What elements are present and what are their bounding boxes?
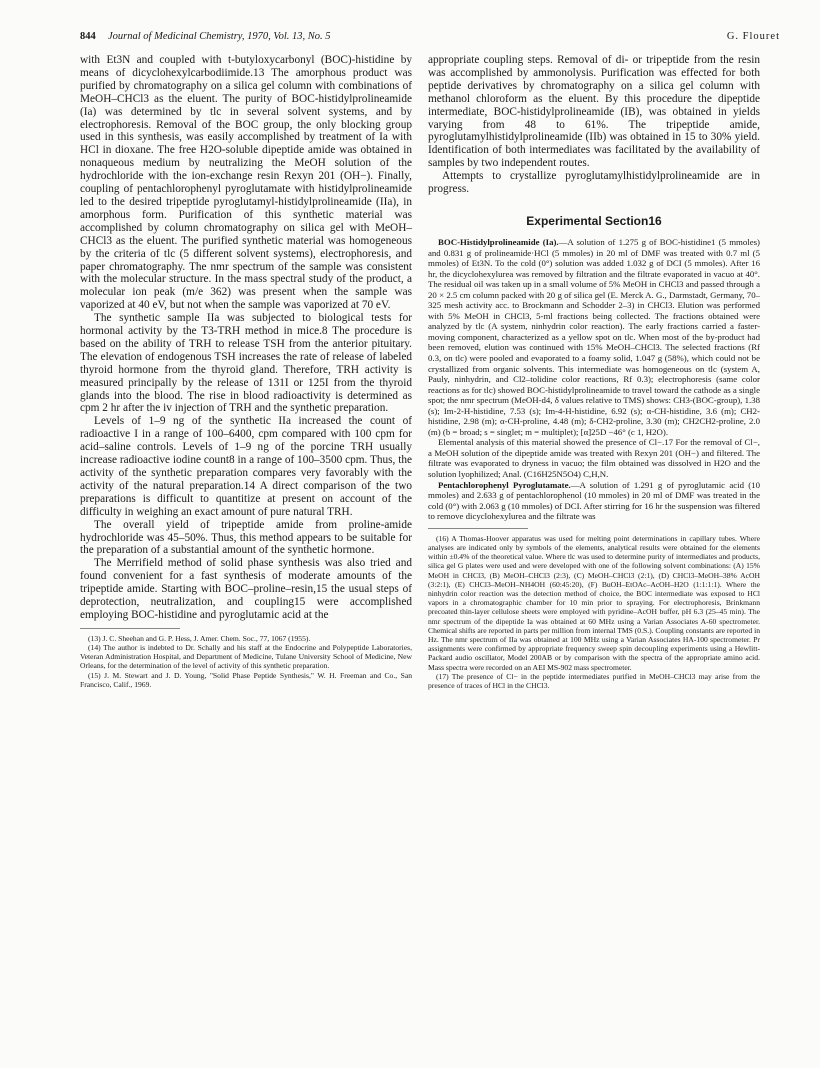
running-author: G. Flouret [726,31,780,42]
paragraph: Attempts to crystallize pyroglutamylhistidylprolineamide are in progress. [428,170,760,196]
experimental-paragraph [428,237,760,437]
footnote-17: (17) The presence of Cl− in the peptide intermediates purified in MeOH–CHCl3 may arise from the presence of traces of HCl in the CHCl3. [428,671,760,690]
paragraph: with Et3N and coupled with t-butyloxycarbonyl (BOC)-histidine by means of dicyclohexylcarbodiimide.13 The amorphous product was purified by chromatography on a silica gel column with combinations of MeOH–CHCl3 as the eluent. The purity of BOC-histidylprolineamide (Ia) was determined by tlc in several solvent systems, and by electrophoresis. Removal of the BOC group, the only blocking group used in this synthesis, was easily accomplished by treatment of Ia with HCl in dioxane. The free H2O-soluble dipeptide amide was obtained in nonaqueous medium by neutralizing the MeOH solution of the hydrochloride with the ion-exchange resin Rexyn 201 (OH−). Finally, coupling of pentachlorophenyl pyroglutamate with histidylprolineamide led to the desired tripeptide pyroglutamyl-histidylprolineamide (IIa), in amorphous form. Purification of this synthetic material was accomplished by column chromatography on silica gel with MeOH–CHCl3 as the eluent. The purified synthetic material was homogeneous by the criteria of tlc (5 different solvent systems), electrophoresis, and paper chromatography. The nmr spectrum of the sample was consistent with the molecular structure. In the mass spectral study of the product, a molecular ion peak (m/e 362) was present when the sample was vaporized at 40 eV, but not when the sample was vaporized at 70 eV. [80,54,412,312]
section-heading: Experimental Section16 [526,213,662,228]
compound-heading: Pentachlorophenyl Pyroglutamate. [438,479,571,490]
experimental-text: —A solution of 1.275 g of BOC-histidine1 (5 mmoles) and 0.831 g of prolineamide·HCl (5 mmoles) in 20 ml of DMF was treated with 0.7 ml (5 mmoles) of Et3N. To the cold (0°) solution was added 1.032 g of DCI (5 mmoles). After 16 hr, the dicyclohexylurea was removed by filtration and the filtrate evaporated in vacuo at 40°. The residual oil was taken up in a small volume of 5% MeOH in CHCl3 and passed through a 20 × 2.5 cm column packed with 20 g of silica gel (E. Merck A. G., Darmstadt, Germany, 70–325 mesh activity acc. to Brockmann and Schodder 2–3) in CHCl3. Elution was performed with 5% MeOH in CHCl3, 5-ml fractions being collected. The fractions obtained were analyzed by tlc (A system, ninhydrin color reaction). The early fractions carried a faster-moving component, characterized as a yellow spot on tlc. When most of the by-product had been removed, elution was continued with 15% MeOH–CHCl3. The selected fractions (Rf 0.3, on tlc) were pooled and evaporated to a foamy solid, 1.047 g (58%), which could not be crystallized from organic solvents. This intermediate was homogeneous on tlc (system A, Pauly, ninhydrin, and Cl2–tolidine color reactions, Rf 0.3); electrophoresis (same color reactions as for tlc) showed BOC-histidylprolineamide to travel toward the cathode as a single spot; the nmr spectrum (MeOH-d4, δ values relative to TMS) shows: CH3-(BOC-group), 1.38 (s); Im-2-H-histidine, 7.53 (s); Im-4-H-histidine, 6.92 (s); α-CH-histidine, 3.6 (m); CH2-histidine, 2.98 (m); α-CH-proline, 4.48 (m); δ-CH2-proline, 3.30 (m); CH2CH2-proline, 2.0 (m) (b = broad; s = singlet; m = multiplet); [α]25D −46° (c 1, H2O). [428,236,760,437]
experimental-paragraph [428,480,760,522]
page-header [80,31,780,47]
footnote-14: (14) The author is indebted to Dr. Schally and his staff at the Endocrine and Polypeptide Laboratories, Veteran Administration Hospital, and Department of Medicine, Tulane University School of Medicine, New Orleans, for the determination of the level of activity of this synthetic preparation. [80,643,412,671]
paragraph: appropriate coupling steps. Removal of di- or tripeptide from the resin was accomplished by ammonolysis. Purification was effected for both peptide derivatives by chromatography on a silica gel column with methanol chloroform as the eluent. By this procedure the dipeptide intermediate, BOC-histidylprolineamide (IB), was obtained in yields varying from 48 to 61%. The tripeptide amide, pyroglutamylhistidylprolineamide (IIb) was obtained in 15 to 30% yield. Identification of both intermediates was facilitated by the availability of samples by two independent routes. [428,54,760,170]
experimental-paragraph: Elemental analysis of this material showed the presence of Cl−.17 For the removal of Cl−, a MeOH solution of the dipeptide amide was treated with Rexyn 201 (OH−) and filtered. The filtrate was evaporated to dryness in vacuo; the film obtained was dissolved in H2O and the solution lyophilized; Anal. (C16H25N5O4) C,H,N. [428,437,760,479]
paragraph: The synthetic sample IIa was subjected to biological tests for hormonal activity by the T3-TRH method in mice.8 The procedure is based on the ability of TRH to release TSH from the anterior pituitary. The elevation of endogenous TSH increases the rate of release of labeled thyroid hormone from the thyroid gland. Therefore, TRH activity is measured principally by the release of 131I or 125I from the thyroid glands into the blood. The rise in blood radioactivity is determined as cpm 2 hr after the iv injection of TRH and the synthetic preparation. [80,312,412,415]
footnote-16: (16) A Thomas-Hoover apparatus was used for melting point determinations in capillary tubes. Where analyses are indicated only by symbols of the elements, analytical results were obtained for the elements within ±0.4% of the theoretical value. Where tlc was used to determine purity of intermediates and products, silica gel G plates were used and were developed with one of the following solvent combinations: (A) 15% MeOH in CHCl3, (B) MeOH–CHCl3 (2:3), (C) MeOH–CHCl3 (2:1), (D) CHCl3–MeOH–38% AcOH (3:2:1), (E) CHCl3–MeOH–NH4OH (60:45:20), (F) BuOH–EtOAc–AcOH–H2O (1:1:1:1). Where the ninhydrin color reaction was the detection method of choice, the BOC intermediate was exposed to HCl vapors in a chromatographic chamber for 10 min prior to spraying. For electrophoresis, Brinkmann precoated thin-layer cellulose sheets were employed with pyridine–AcOH buffer, pH 6.3 (25–45 min). The nmr spectrum of the dipeptide Ia was obtained at 60 MHz using a Varian Associates A-60 spectrometer. Chemical shifts are reported in parts per million from internal TMS (0.S.). Coupling constants are reported in Hz. The nmr spectrum of IIa was obtained at 100 MHz using a Varian Associates HA-100 spectrometer. Pr assignments were confirmed by appropriate frequency sweep spin decoupling experiments using a Hewlitt-Packard audio oscillator, Model 200AB or by comparison with the spectra of the appropriate amino acid. Mass spectra were recorded on an AEI MS-902 mass spectrometer. [428,533,761,672]
paragraph: The Merrifield method of solid phase synthesis was also tried and found convenient for a fast synthesis of moderate amounts of the tripeptide amide. Starting with BOC–proline–resin,15 the usual steps of deprotection, neutralization, and coupling15 were accomplished employing BOC-histidine and pyroglutamic acid at the [80,557,412,621]
paragraph: The overall yield of tripeptide amide from proline-amide hydrochloride was 45–50%. Thus, this method appears to be suitable for the preparation of a substantial amount of the synthetic hormone. [80,518,412,557]
footnote-15: (15) J. M. Stewart and J. D. Young, "Solid Phase Peptide Synthesis," W. H. Freeman and Co., San Francisco, Calif., 1969. [80,670,412,689]
page-number: 844 [80,31,96,42]
left-column [80,54,412,689]
footnote-13: (13) J. C. Sheehan and G. P. Hess, J. Amer. Chem. Soc., 77, 1067 (1955). [88,633,311,643]
paragraph: Levels of 1–9 ng of the synthetic IIa increased the count of radioactive I in a range of 100–6400, cpm compared with 100 cpm for acid–saline controls. Levels of 1–9 ng of the porcine TRH usually increase radioactive iodine count8 in a range of 100–3500 cpm. Thus, the activity of the synthetic preparation compares very favorably with the activity of the natural preparation.14 A direct comparison of the two preparations is difficult to quantitize at present on account of the difficulty in weighing an exact amount of pure natural TRH. [80,415,413,518]
experimental-text: —A solution of 1.291 g of pyroglutamic acid (10 mmoles) and 2.633 g of pentachlorophenol (10 mmoles) in 20 ml of DMF was treated in the cold (0°) with 2.063 g (10 mmoles) of DCI. After stirring for 16 hr the suspension was filtered to remove dicyclohexylurea and the filtrate was [428,479,760,522]
compound-heading: BOC-Histidylprolineamide (Ia). [438,236,559,247]
journal-citation: Journal of Medicinal Chemistry, 1970, Vol. 13, No. 5 [108,31,331,42]
footnote-divider [80,628,180,629]
footnote-divider [428,528,528,529]
right-column [428,54,760,690]
